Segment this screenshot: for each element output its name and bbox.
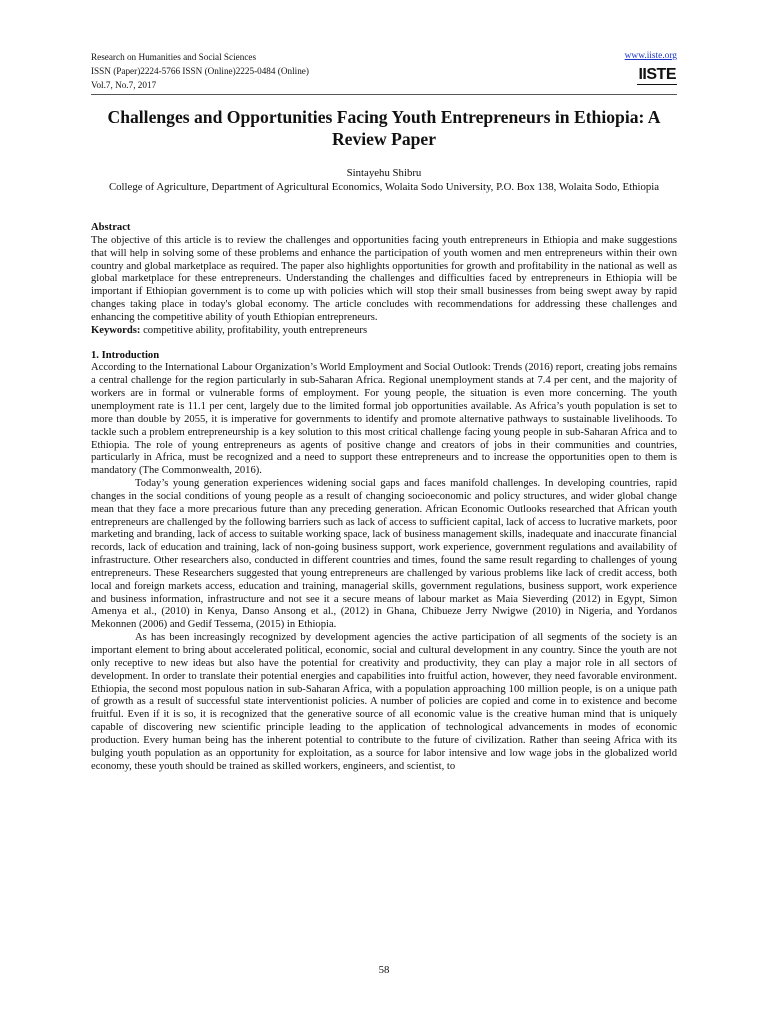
abstract-text: The objective of this article is to review the challenges and opportunities facing youth entrepreneurs in Ethiopia and make suggestions that will help in solving some of these problems and enhance the participation of youth women and men entrepreneurs within their own country and global marketplace as required. The paper also highlights opportunities for growth and profitability in the national as well as global marketplace for these entrepreneurs. Understanding the challenges and difficulties faced by entrepreneurs in Ethiopia will be important if Ethiopian government is to come up with policies which will stop their small businesses from being swept away by rapid changes taking place in today's global economy. The article concludes with recommendations for addressing these challenges and enhancing the competitive ability of youth Ethiopian entrepreneurs. <box>91 234 677 323</box>
intro-paragraph-3: As has been increasingly recognized by development agencies the active participation of all segments of the society is an important element to bring about accelerated political, economic, social and cultural development in any country. Since the youth are not only receptive to new ideas but also have the potential for creativity and productivity, they can play a major role in all sectors of development. In order to translate their potential energies and capabilities into fruitful action, however, they need favorable environment. Ethiopia, the second most populous nation in sub-Saharan Africa, with a population approaching 100 million people, is on a unique path of growth as a result of successful state interventionist policies. A number of policies are copied and come in to existence and become fruitful. Even if it is so, it is recognized that the generative source of all economic value is the creative human mind that is uniquely capable of discovering new scientific principle leading to the application of technological advancements in modes of economic production. Every human being has the inherent potential to contribute to the future of civilization. Rather than seeing Africa with its bulging youth population as an opportunity for exploitation, as a source for labor intensive and low wage jobs in the globalized world economy, these youth should be trained as skilled workers, engineers, and scientist, to <box>91 632 677 772</box>
journal-info <box>91 50 309 92</box>
iiste-logo: IISTE <box>638 66 676 83</box>
journal-header <box>91 50 677 94</box>
intro-paragraph-1: According to the International Labour Organization’s World Employment and Social Outlook: Trends (2016) report, creating jobs remains a central challenge for the region particularly in sub-Saharan Africa. Regional unemployment stands at 7.4 per cent, and the majority of workers are in formal or vulnerable forms of employment. For young people, the situation is even more concerning. The youth unemployment rate is 11.1 per cent, largely due to the limited formal job opportunities available. As Africa’s youth population is set to more than double by 2055, it is imperative for governments to identify and promote alternative pathways to sustainable livelihoods. To tackle such a problem entrepreneurship is a key solution to this most critical challenge facing young people in sub-Saharan Africa and to Ethiopia. The role of young entrepreneurs as agents of positive change and creators of jobs in their communities and countries, particularly in Africa, must be recognized and a need to support these entrepreneurs and to increase the opportunities open to them is mandatory (The Commonwealth, 2016). <box>91 362 677 477</box>
paper-title: Challenges and Opportunities Facing Youth Entrepreneurs in Ethiopia: A Review Paper <box>107 107 661 149</box>
introduction-heading: 1. Introduction <box>91 349 160 361</box>
keywords-text: competitive ability, profitability, youth entrepreneurs <box>143 324 368 336</box>
paper-body <box>91 222 677 773</box>
abstract-heading: Abstract <box>91 222 131 233</box>
journal-website-link[interactable]: www.iiste.org <box>624 51 677 61</box>
keywords-label: Keywords: <box>91 324 141 336</box>
section-gap <box>91 338 677 350</box>
page-number: 58 <box>378 964 390 976</box>
header-divider <box>91 94 677 95</box>
journal-volume: Vol.7, No.7, 2017 <box>91 80 157 90</box>
journal-issn: ISSN (Paper)2224-5766 ISSN (Online)2225-0484 (Online) <box>91 66 309 76</box>
author-name: Sintayehu Shibru <box>346 167 422 179</box>
journal-branding <box>625 50 677 85</box>
keywords-line <box>91 325 677 338</box>
intro-paragraph-2: Today’s young generation experiences widening social gaps and faces manifold challenges. In developing countries, rapid changes in the social conditions of young people as a result of changing socioeconomic and policy structures, and wider global change mean that they face a more precarious future than any preceding generation. African Economic Outlooks researched that African youth entrepreneurs are challenged by the following barriers such as lack of access to sufficient capital, lack of access to lucrative markets, poor marketing and branding, lack of access to suitable working space, lack of business management skills, inadequate and inaccurate financial records, lack of education and training, lack of non-going business support, work experience, government regulations and availability of infrastructure. Other researchers also, conducted in different countries and times, found the same result regarding to challenges of young entrepreneurs. These Researchers suggested that young entrepreneurs are challenged by various problems like lack of credit access, both local and foreign markets access, education and training, managerial skills, government regulations, business support, work experience and business information, infrastructure and not see it a secure means of labour market as Maia Sieverding (2012) in Egypt, Simon Amenya et al., (2010) in Kenya, Danso Ansong et al., (2012) in Ghana, Chibueze Jerry Nwigwe (2010) in Nigeria, and Yordanos Mekonnen (2006) and Gedif Tessema, (2015) in Ethiopia. <box>91 478 677 631</box>
journal-name: Research on Humanities and Social Sciences <box>91 52 257 62</box>
author-affiliation: College of Agriculture, Department of Agricultural Economics, Wolaita Sodo University, P.O. Box 138, Wolaita Sodo, Ethiopia <box>108 181 660 193</box>
